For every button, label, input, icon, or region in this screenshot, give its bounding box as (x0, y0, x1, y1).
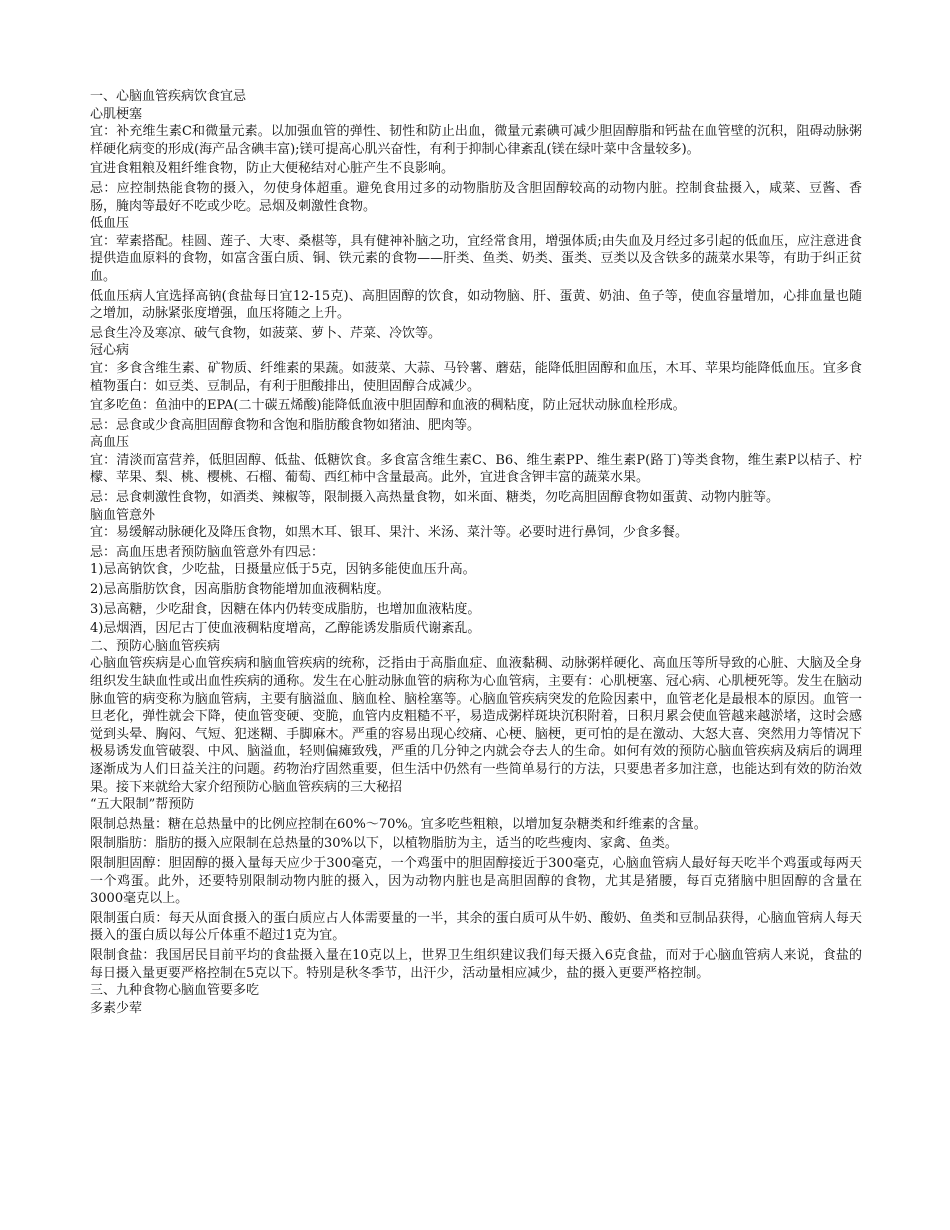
subheading-hypotension: 低血压 (90, 216, 130, 232)
list-item: 4)忌烟酒，因尼古丁使血液稠粘度增高，乙醇能诱发脂质代谢紊乱。 (90, 621, 481, 637)
paragraph: 宜：荤素搭配。桂圆、莲子、大枣、桑椹等，具有健神补脑之功，宜经常食用，增强体质;由失血及月经过多引起的低血压，应注意进食提供造血原料的食物，如富含蛋白质、铜、铁元素的食物——肝类、鱼类、奶类、蛋类、豆类以及含铁多的蔬菜水果等，有助于纠正贫血。 (90, 233, 862, 284)
list-item: 2)忌高脂肪饮食，因高脂肪食物能增加血液稠粘度。 (90, 582, 390, 598)
section-heading-1: 一、心脑血管疾病饮食宜忌 (90, 89, 247, 104)
paragraph: 忌：应控制热能食物的摄入，勿使身体超重。避免食用过多的动物脂肪及含胆固醇较高的动物内脏。控制食盐摄入，咸菜、豆酱、香肠，腌肉等最好不吃或少吃。忌烟及刺激性食物。 (90, 180, 862, 214)
paragraph: 限制蛋白质：每天从面食摄入的蛋白质应占人体需要量的一半，其余的蛋白质可从牛奶、酸奶、鱼类和豆制品获得，心脑血管病人每天摄入的蛋白质以每公斤体重不超过1克为宜。 (90, 910, 862, 944)
subheading-hypertension: 高血压 (90, 435, 130, 451)
document-body (90, 88, 862, 1017)
section-heading-2: 二、预防心脑血管疾病 (90, 638, 221, 654)
paragraph: 忌：高血压患者预防脑血管意外有四忌： (90, 544, 325, 560)
subheading-cerebrovascular-accident: 脑血管意外 (90, 507, 156, 523)
subheading-myocardial-infarction: 心肌梗塞 (90, 106, 143, 122)
list-item: 1)忌高钠饮食，少吃盐，日摄量应低于5克，因钠多能使血压升高。 (90, 562, 476, 578)
list-item: 3)忌高糖，少吃甜食，因糖在体内仍转变成脂肪，也增加血液粘度。 (90, 601, 481, 617)
paragraph: 忌：忌食刺激性食物，如酒类、辣椒等，限制摄入高热量食物，如米面、糖类，勿吃高胆固醇食物如蛋黄、动物内脏等。 (90, 490, 780, 506)
subheading-more-vegetables: 多素少荤 (90, 1000, 143, 1016)
paragraph: 宜：补充维生素C和微量元素。以加强血管的弹性、韧性和防止出血，微量元素碘可减少胆固醇脂和钙盐在血管壁的沉积，阻碍动脉粥样硬化病变的形成(海产品含碘丰富);镁可提高心肌兴奋性，有利于抑制心律紊乱(镁在绿叶菜中含量较多)。 (90, 124, 862, 157)
paragraph: 宜多吃鱼：鱼油中的EPA(二十碳五烯酸)能降低血液中胆固醇和血液的稠粘度，防止冠状动脉血栓形成。 (90, 398, 686, 414)
subheading-five-limits: “五大限制”帮预防 (90, 797, 195, 813)
paragraph: 低血压病人宜选择高钠(食盐每日宜12-15克)、高胆固醇的饮食，如动物脑、肝、蛋黄、奶油、鱼子等，使血容量增加，心排血量也随之增加，动脉紧张度增强，血压将随之上升。 (90, 288, 862, 322)
paragraph: 限制食盐：我国居民目前平均的食盐摄入量在10克以上，世界卫生组织建议我们每天摄入6克食盐，而对于心脑血管病人来说，食盐的每日摄入量更要严格控制在5克以下。特别是秋冬季节，出汗少，活动量相应减少，盐的摄入更要严格控制。 (90, 947, 862, 981)
section-heading-3: 三、九种食物心脑血管要多吃 (90, 983, 260, 999)
subheading-coronary-heart-disease: 冠心病 (90, 343, 130, 359)
paragraph: 宜：易缓解动脉硬化及降压食物，如黑木耳、银耳、果汁、米汤、菜汁等。必要时进行鼻饲，少食多餐。 (90, 525, 689, 541)
paragraph: 忌：忌食或少食高胆固醇食物和含饱和脂肪酸食物如猪油、肥肉等。 (90, 417, 481, 433)
paragraph: 忌食生冷及寒凉、破气食物，如菠菜、萝卜、芹菜、冷饮等。 (90, 325, 442, 341)
paragraph: 限制脂肪：脂肪的摄入应限制在总热量的30%以下，以植物脂肪为主，适当的吃些瘦肉、家禽、鱼类。 (90, 836, 678, 852)
paragraph: 限制总热量：糖在总热量中的比例应控制在60%～70%。宜多吃些粗粮，以增加复杂糖类和纤维素的含量。 (90, 816, 707, 832)
paragraph: 宜：多食含维生素、矿物质、纤维素的果蔬。如菠菜、大蒜、马铃薯、蘑菇，能降低胆固醇和血压，木耳、苹果均能降低血压。宜多食植物蛋白：如豆类、豆制品，有利于胆酸排出，使胆固醇合成减少。 (90, 360, 862, 394)
paragraph: 心脑血管疾病是心血管疾病和脑血管疾病的统称，泛指由于高脂血症、血液黏稠、动脉粥样硬化、高血压等所导致的心脏、大脑及全身组织发生缺血性或出血性疾病的通称。发生在心脏动脉血管的病称为心血管病，主要有：心肌梗塞、冠心病、心肌梗死等。发生在脑动脉血管的病变称为脑血管病，主要有脑溢血、脑血栓、脑栓塞等。心脑血管疾病突发的危险因素中，血管老化是最根本的原因。血管一旦老化，弹性就会下降，使血管变硬、变脆，血管内皮粗糙不平，易造成粥样斑块沉积附着，日积月累会使血管越来越淤堵，这时会感觉到头晕、胸闷、气短、犯迷糊、手脚麻木。严重的容易出现心绞痛、心梗、脑梗，更可怕的是在激动、大怒大喜、突然用力等情况下极易诱发血管破裂、中风、脑溢血，轻则偏瘫致残，严重的几分钟之内就会夺去人的生命。如何有效的预防心脑血管疾病及病后的调理逐渐成为人们日益关注的问题。药物治疗固然重要，但生活中仍然有一些简单易行的方法，只要患者多加注意，也能达到有效的防治效果。接下来就给大家介绍预防心脑血管疾病的三大秘招 (90, 656, 862, 795)
paragraph: 宜：清淡而富营养，低胆固醇、低盐、低糖饮食。多食富含维生素C、B6、维生素PP、维生素P(路丁)等类食物，维生素P以桔子、柠檬、苹果、梨、桃、樱桃、石榴、葡萄、西红柿中含量最高。此外，宜进食含钾丰富的蔬菜水果。 (90, 452, 862, 486)
paragraph: 限制胆固醇：胆固醇的摄入量每天应少于300毫克，一个鸡蛋中的胆固醇接近于300毫克，心脑血管病人最好每天吃半个鸡蛋或每两天一个鸡蛋。此外，还要特别限制动物内脏的摄入，因为动物内脏也是高胆固醇的食物，尤其是猪腰，每百克猪脑中胆固醇的含量在3000毫克以上。 (90, 855, 862, 907)
paragraph: 宜进食粗粮及粗纤维食物，防止大便秘结对心脏产生不良影响。 (90, 161, 455, 177)
